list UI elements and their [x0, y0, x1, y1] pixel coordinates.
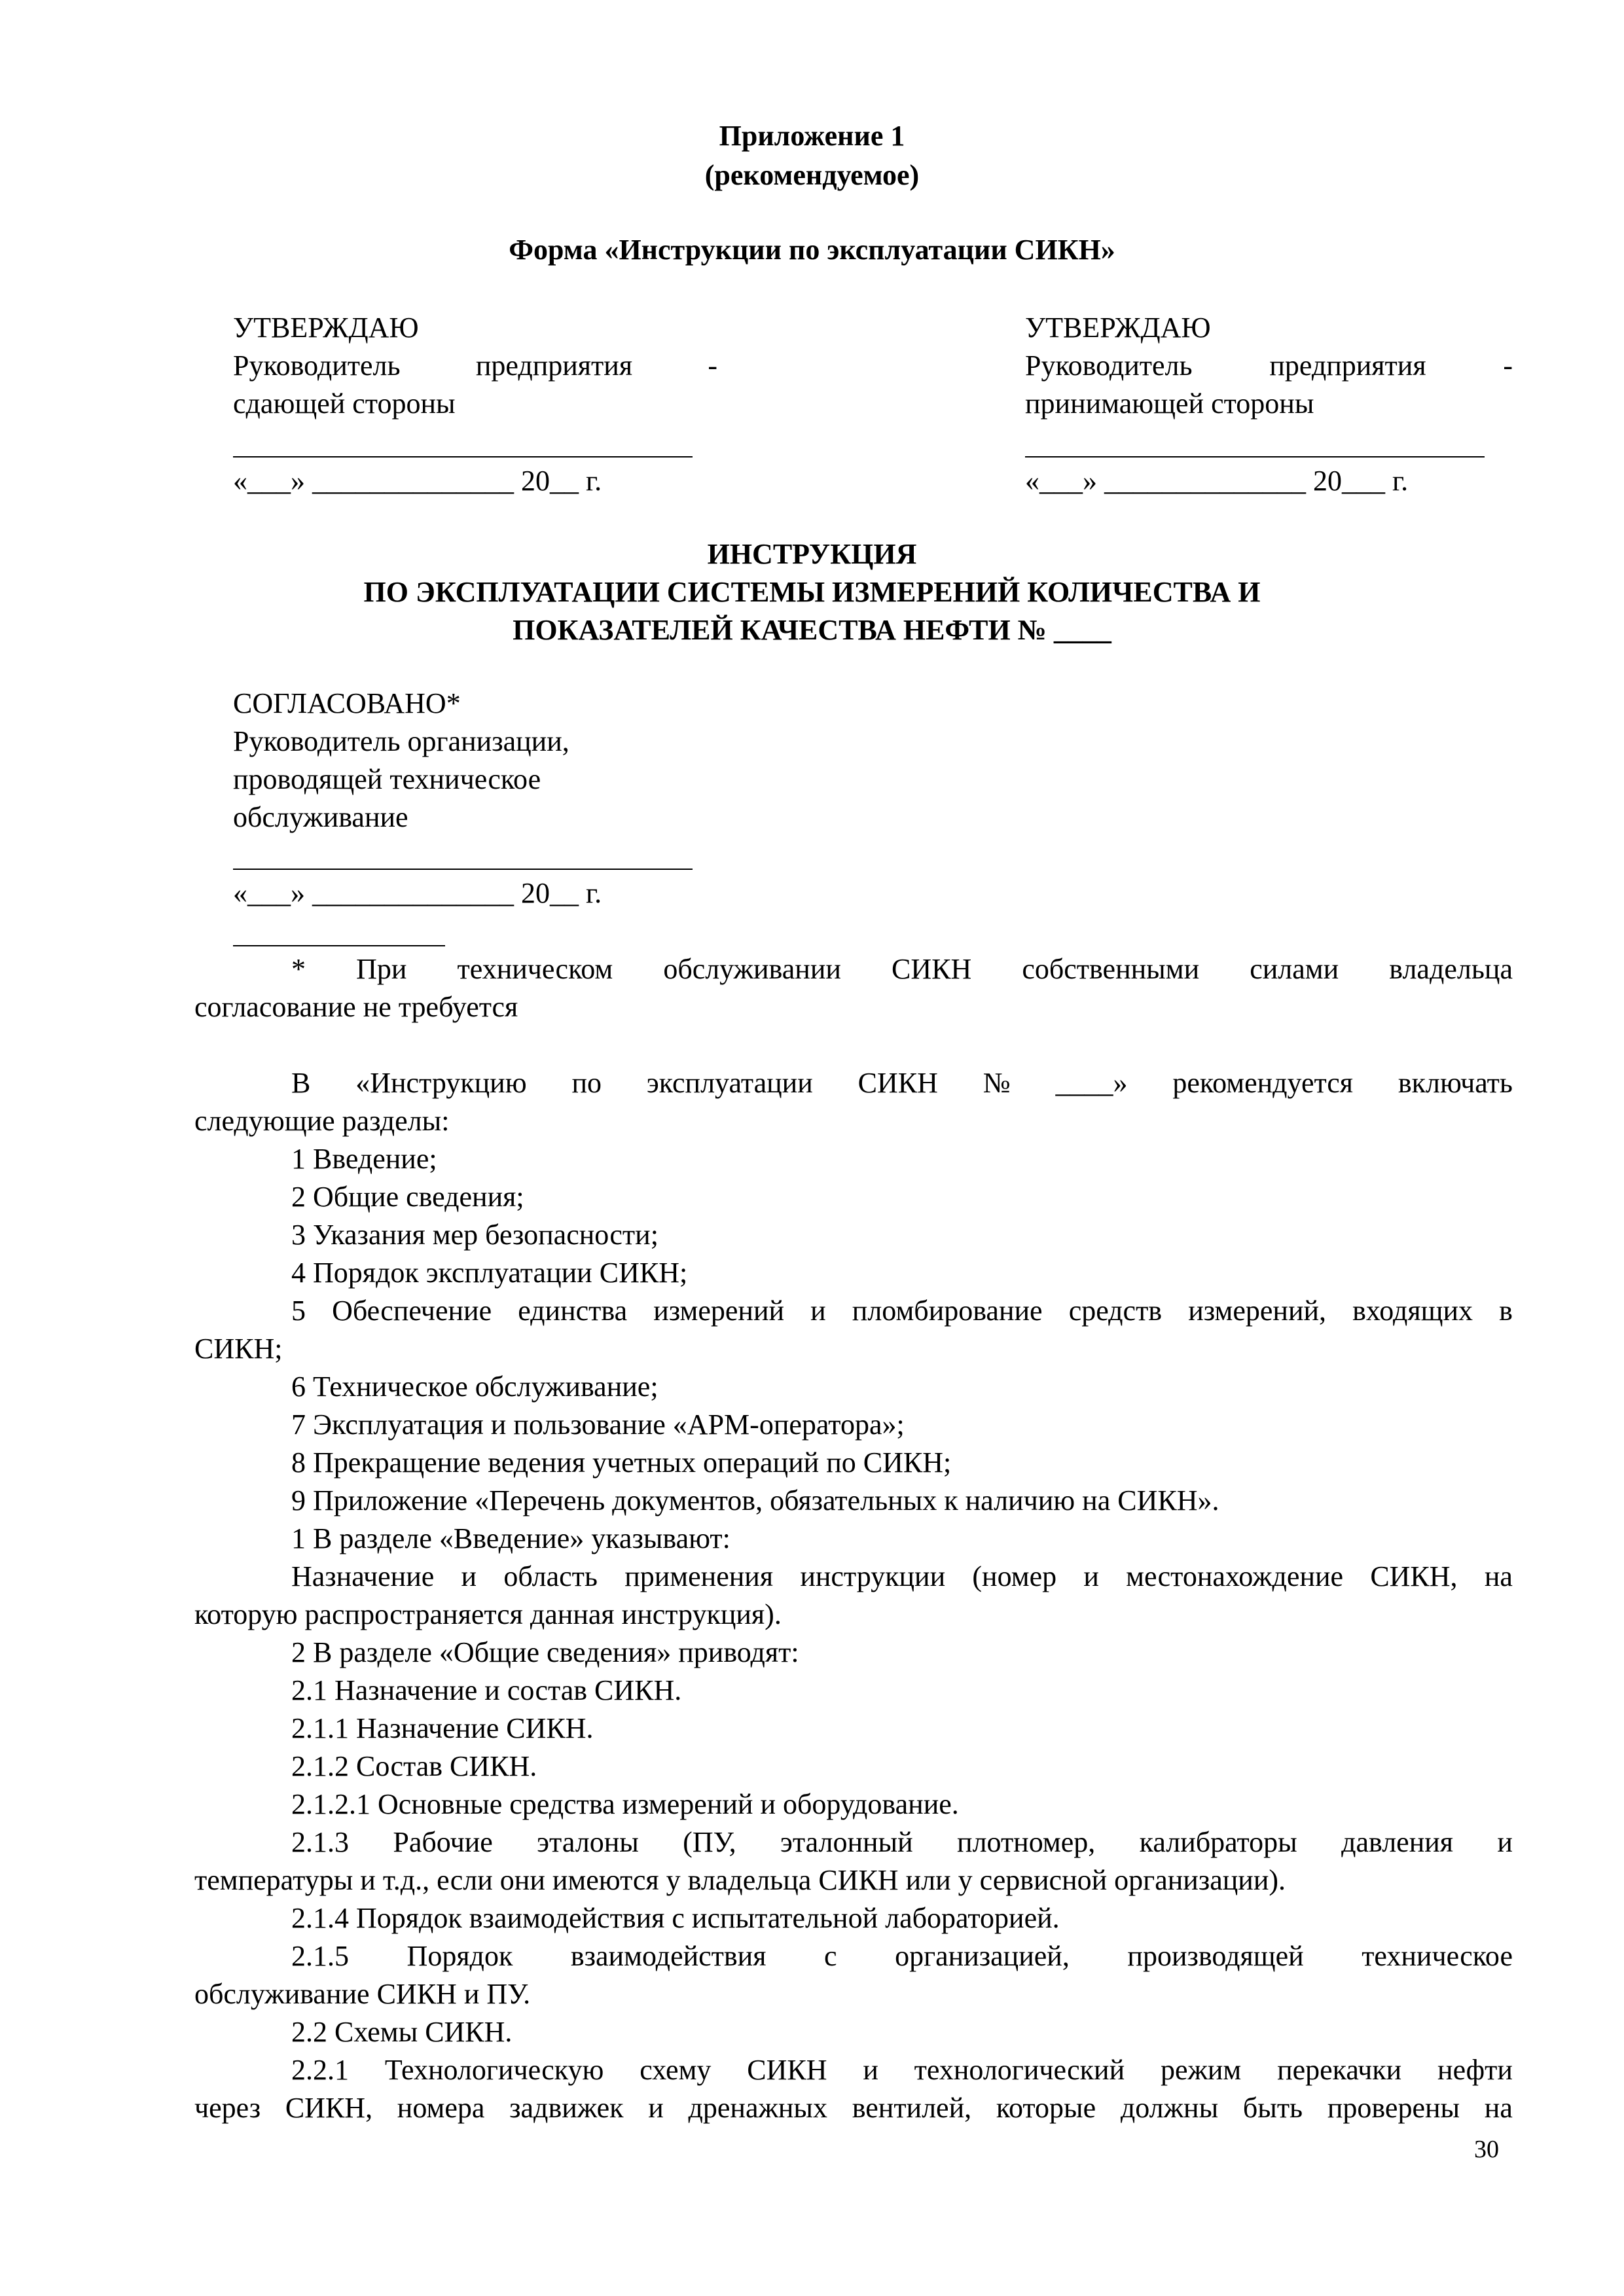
word: № — [983, 1067, 1011, 1099]
approve-right-role — [1025, 347, 1513, 385]
approve-right-role-a: Руководитель — [1025, 350, 1193, 382]
word: пломбирование — [852, 1295, 1043, 1327]
agreed-signature-line — [233, 869, 693, 870]
agreed-word: СОГЛАСОВАНО* — [233, 687, 461, 719]
word: * — [291, 953, 306, 985]
instruction-title-2: ПО ЭКСПЛУАТАЦИИ СИСТЕМЫ ИЗМЕРЕНИЙ КОЛИЧЕСТВА И — [363, 576, 1261, 608]
approve-left-signature-line — [233, 456, 693, 457]
p213-row-2: температуры и т.д., если они имеются у владельца СИКН или у сервисной организации). — [194, 1864, 1286, 1896]
approve-right-side: принимающей стороны — [1025, 387, 1314, 420]
word: на — [1484, 2092, 1513, 2124]
section-item: 9 Приложение «Перечень документов, обязательных к наличию на СИКН». — [291, 1484, 1219, 1516]
word: и — [810, 1295, 826, 1327]
word: в — [1499, 1295, 1513, 1327]
word: должны — [1120, 2092, 1219, 2124]
word: 2.2.1 — [291, 2054, 349, 2086]
word: номера — [397, 2092, 485, 2124]
word: режим — [1160, 2054, 1242, 2086]
word: ____» — [1055, 1067, 1128, 1099]
word: плотномер, — [957, 1826, 1096, 1858]
word: Обеспечение — [332, 1295, 492, 1327]
word: Технологическую — [384, 2054, 604, 2086]
approve-right-date: «___» ______________ 20___ г. — [1025, 465, 1409, 497]
word: «Инструкцию — [355, 1067, 527, 1099]
p215-row-2: обслуживание СИКН и ПУ. — [194, 1978, 531, 2010]
word: проверены — [1327, 2092, 1460, 2124]
section-item: 1 В разделе «Введение» указывают: — [291, 1522, 731, 1554]
approve-left-role-a: Руководитель — [233, 350, 401, 382]
approve-left-date: «___» ______________ 20__ г. — [233, 465, 602, 497]
general-item: 2 В разделе «Общие сведения» приводят: — [291, 1636, 799, 1668]
intro-row-2: следующие разделы: — [194, 1105, 450, 1137]
word: производящей — [1127, 1940, 1304, 1972]
word: задвижек — [509, 2092, 624, 2124]
word: и — [863, 2054, 878, 2086]
word: 2.1.5 — [291, 1940, 349, 1972]
appendix-note: (рекомендуемое) — [704, 159, 920, 191]
word: которые — [996, 2092, 1096, 2124]
word: СИКН, — [1370, 1560, 1458, 1592]
word: При — [356, 953, 407, 985]
section-item: 4 Порядок эксплуатации СИКН; — [291, 1257, 688, 1289]
word: и — [1497, 1826, 1513, 1858]
general-item: 2.1.2.1 Основные средства измерений и оборудование. — [291, 1788, 959, 1820]
word: эталонный — [780, 1826, 913, 1858]
section-5-row-2: СИКН; — [194, 1333, 283, 1365]
word: техническое — [1362, 1940, 1513, 1972]
word: СИКН — [892, 953, 972, 985]
word: Рабочие — [393, 1826, 493, 1858]
word: (номер — [972, 1560, 1057, 1592]
p215-row-1 — [194, 1937, 1513, 1975]
general-item: 2.1.2 Состав СИКН. — [291, 1750, 537, 1782]
word: схему — [640, 2054, 712, 2086]
word: 2.1.3 — [291, 1826, 349, 1858]
section-item: 2 Общие сведения; — [291, 1181, 524, 1213]
word: эксплуатации — [646, 1067, 813, 1099]
word: Порядок — [406, 1940, 513, 1972]
word: с — [824, 1940, 837, 1972]
approve-left-role — [233, 347, 717, 385]
word: (ПУ, — [683, 1826, 736, 1858]
word: и — [648, 2092, 664, 2124]
word: давления — [1341, 1826, 1454, 1858]
instruction-title-3: ПОКАЗАТЕЛЕЙ КАЧЕСТВА НЕФТИ № ____ — [513, 614, 1111, 646]
word: местонахождение — [1126, 1560, 1344, 1592]
section-item: 7 Эксплуатация и пользование «АРМ-оператора»; — [291, 1408, 905, 1441]
purpose-row-2: которую распространяется данная инструкция). — [194, 1598, 782, 1630]
word: включать — [1398, 1067, 1513, 1099]
approve-left-word: УТВЕРЖДАЮ — [233, 312, 419, 344]
agreed-line-2: проводящей техническое — [233, 763, 541, 795]
word: единства — [518, 1295, 628, 1327]
general-item: 2.1 Назначение и состав СИКН. — [291, 1674, 682, 1706]
page-number: 30 — [1474, 2136, 1499, 2163]
word: организацией, — [895, 1940, 1070, 1972]
word: владельца — [1389, 953, 1513, 985]
p22: 2.2 Схемы СИКН. — [291, 2016, 513, 2048]
word: область — [503, 1560, 598, 1592]
approve-right-role-c: - — [1503, 350, 1513, 382]
word: собственными — [1022, 953, 1200, 985]
word: дренажных — [688, 2092, 827, 2124]
approve-right-role-b: предприятия — [1269, 350, 1426, 382]
approve-right-word: УТВЕРЖДАЮ — [1025, 312, 1211, 344]
word: инструкции — [800, 1560, 946, 1592]
word: силами — [1250, 953, 1339, 985]
intro-row-1 — [194, 1064, 1513, 1102]
word: взаимодействия — [570, 1940, 767, 1972]
section-item: 3 Указания мер безопасности; — [291, 1219, 659, 1251]
word: нефти — [1437, 2054, 1513, 2086]
word: на — [1484, 1560, 1513, 1592]
word: перекачки — [1277, 2054, 1402, 2086]
footnote-row-2: согласование не требуется — [194, 991, 518, 1023]
word: и — [1083, 1560, 1099, 1592]
general-item: 2.1.1 Назначение СИКН. — [291, 1712, 594, 1744]
word: Назначение — [291, 1560, 435, 1592]
section-item: 8 Прекращение ведения учетных операций по СИКН; — [291, 1446, 952, 1479]
approve-right-signature-line — [1025, 456, 1485, 457]
word: применения — [624, 1560, 774, 1592]
word: СИКН — [747, 2054, 827, 2086]
approve-left-side: сдающей стороны — [233, 387, 456, 420]
word: В — [291, 1067, 311, 1099]
p213-row-1 — [194, 1823, 1513, 1861]
word: средств — [1068, 1295, 1163, 1327]
word: через — [194, 2092, 261, 2124]
footnote-row-1 — [194, 950, 1513, 988]
purpose-row-1 — [194, 1558, 1513, 1596]
word: обслуживании — [663, 953, 841, 985]
word: быть — [1242, 2092, 1303, 2124]
word: калибраторы — [1139, 1826, 1297, 1858]
agreed-line-1: Руководитель организации, — [233, 725, 569, 757]
section-5-row-1 — [194, 1292, 1513, 1330]
word: вентилей, — [852, 2092, 972, 2124]
approve-left-role-c: - — [708, 350, 717, 382]
form-title: Форма «Инструкции по эксплуатации СИКН» — [509, 234, 1115, 266]
agreed-line-3: обслуживание — [233, 801, 408, 833]
word: техническом — [457, 953, 613, 985]
word: входящих — [1352, 1295, 1473, 1327]
appendix-heading: Приложение 1 — [719, 120, 905, 152]
p214: 2.1.4 Порядок взаимодействия с испытательной лабораторией. — [291, 1902, 1060, 1934]
footnote-separator — [233, 945, 445, 946]
word: 5 — [291, 1295, 306, 1327]
section-item: 6 Техническое обслуживание; — [291, 1371, 659, 1403]
p221-row-2 — [194, 2089, 1513, 2127]
word: СИКН — [857, 1067, 938, 1099]
word: измерений, — [1188, 1295, 1327, 1327]
word: по — [571, 1067, 602, 1099]
word: рекомендуется — [1172, 1067, 1354, 1099]
p221-row-1 — [194, 2051, 1513, 2089]
word: технологический — [914, 2054, 1125, 2086]
word: измерений — [653, 1295, 785, 1327]
word: СИКН, — [285, 2092, 373, 2124]
word: эталоны — [537, 1826, 639, 1858]
word: и — [461, 1560, 477, 1592]
agreed-date: «___» ______________ 20__ г. — [233, 877, 602, 909]
section-item: 1 Введение; — [291, 1143, 437, 1175]
instruction-title-1: ИНСТРУКЦИЯ — [707, 538, 917, 570]
approve-left-role-b: предприятия — [475, 350, 633, 382]
